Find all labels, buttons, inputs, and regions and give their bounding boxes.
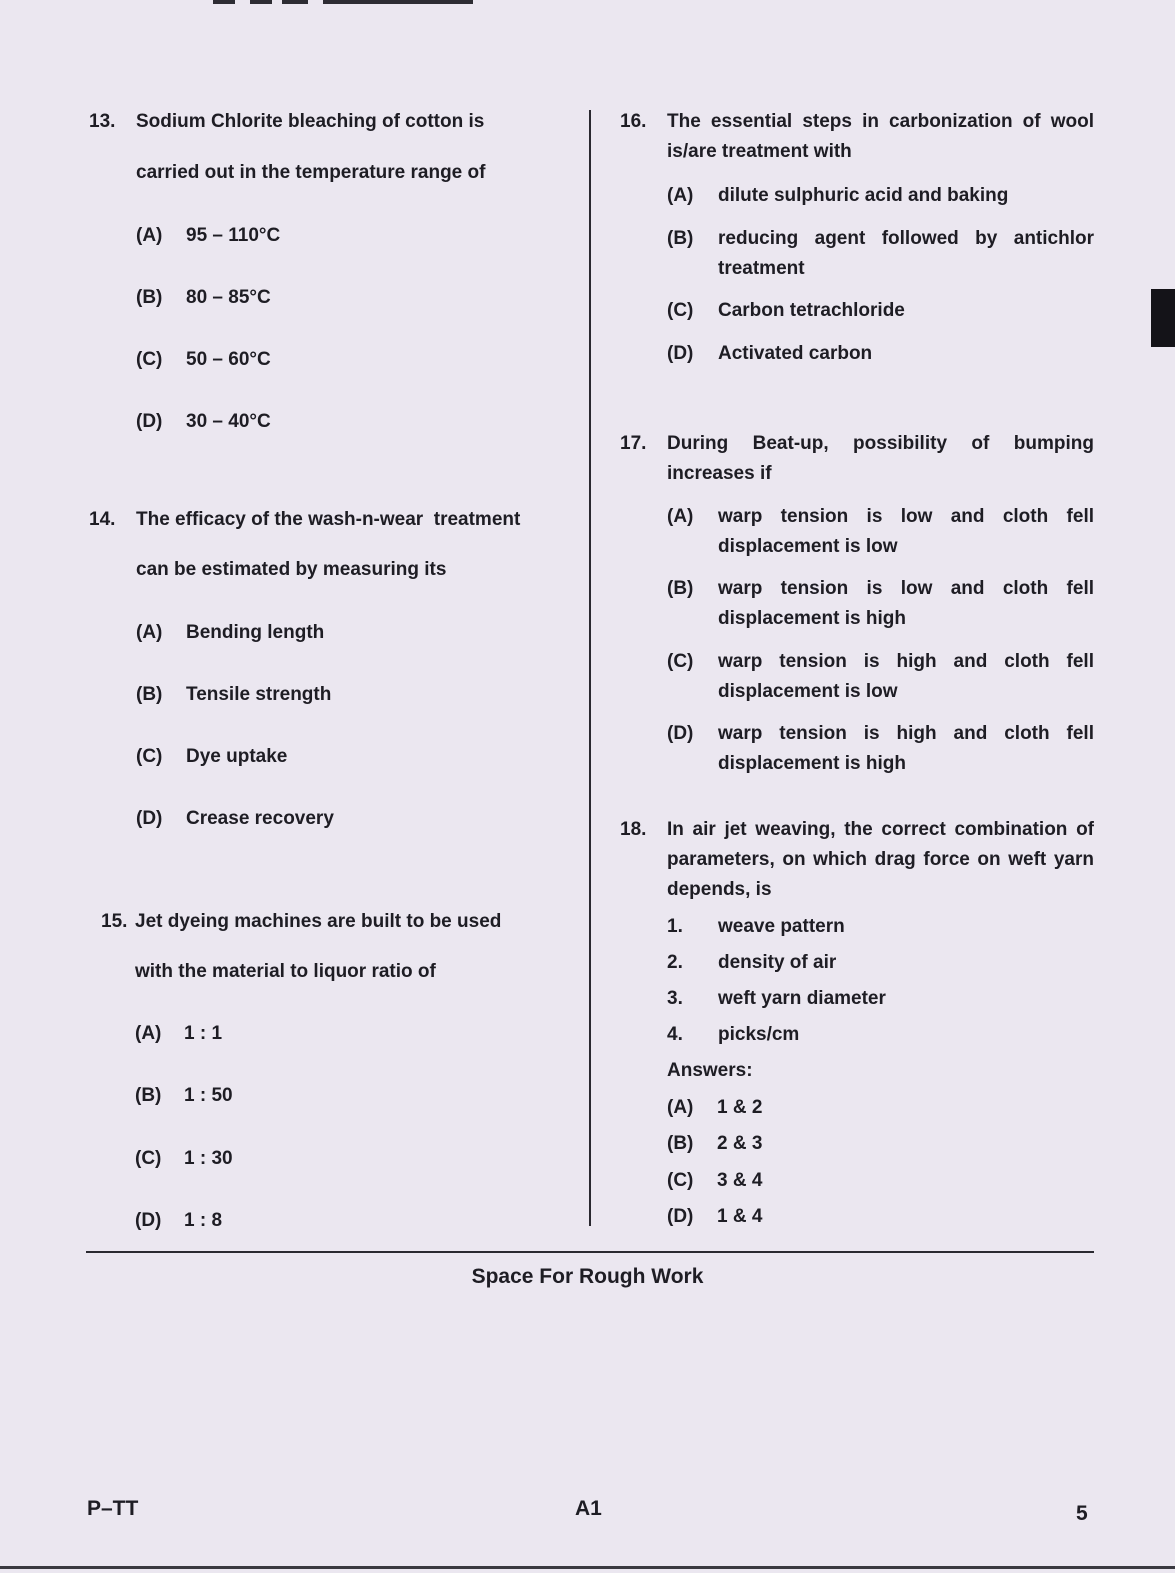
option-label: (C) [135, 1148, 162, 1169]
question-number: 14. [89, 509, 116, 530]
option-text: 1 : 50 [184, 1085, 233, 1106]
option-label: (C) [136, 746, 163, 767]
item-text: picks/cm [718, 1024, 800, 1045]
item-text: weave pattern [718, 916, 845, 937]
question-text: During Beat-up, possibility of bumping increases if [667, 433, 1094, 484]
option-text: Tensile strength [186, 684, 332, 705]
option-text: warp tension is low and cloth fell displacement is low [718, 506, 1094, 557]
option-label: (D) [136, 808, 163, 829]
question-text: with the material to liquor ratio of [135, 961, 436, 982]
item-number: 3. [667, 988, 683, 1009]
option-text: 1 : 8 [184, 1210, 223, 1231]
option-label: (C) [667, 1170, 694, 1191]
question-text: can be estimated by measuring its [136, 559, 447, 580]
option-text: Dye uptake [186, 746, 288, 767]
top-edge-mark [213, 0, 235, 4]
option-text: Activated carbon [718, 343, 873, 364]
option-label: (B) [136, 684, 163, 705]
item-text: weft yarn diameter [718, 988, 886, 1009]
question-text: Sodium Chlorite bleaching of cotton is [136, 111, 485, 132]
rough-work-divider [86, 1251, 1094, 1253]
question-number: 15. [101, 911, 128, 932]
option-text: 80 – 85°C [186, 287, 271, 308]
option-text: reducing agent followed by antichlor treatment [718, 228, 1094, 279]
option-text: Crease recovery [186, 808, 334, 829]
option-label: (C) [667, 300, 694, 321]
option-label: (A) [667, 506, 694, 527]
top-edge-mark [282, 0, 308, 4]
option-text: Carbon tetrachloride [718, 300, 905, 321]
option-label: (A) [135, 1023, 162, 1044]
question-text: The efficacy of the wash-n-wear treatment [136, 509, 521, 530]
option-label: (A) [136, 225, 163, 246]
item-text: density of air [718, 952, 837, 973]
option-text: warp tension is high and cloth fell displacement is high [718, 723, 1094, 774]
footer-code: P–TT [87, 1497, 139, 1520]
option-text: warp tension is low and cloth fell displacement is high [718, 578, 1094, 629]
option-label: (D) [136, 411, 163, 432]
option-label: (D) [667, 343, 694, 364]
rough-work-heading: Space For Rough Work [471, 1265, 704, 1288]
question-text: carried out in the temperature range of [136, 162, 486, 183]
option-text: 1 : 30 [184, 1148, 233, 1169]
item-number: 2. [667, 952, 683, 973]
option-label: (B) [667, 578, 694, 599]
option-text: warp tension is high and cloth fell displacement is low [718, 651, 1094, 702]
option-text: Bending length [186, 622, 325, 643]
question-number: 17. [620, 433, 647, 454]
bottom-edge [0, 1566, 1175, 1569]
footer-booklet: A1 [575, 1497, 602, 1520]
answers-label: Answers: [667, 1060, 753, 1081]
top-edge-mark [250, 0, 272, 4]
option-label: (D) [135, 1210, 162, 1231]
option-label: (B) [136, 287, 163, 308]
option-label: (B) [135, 1085, 162, 1106]
item-number: 4. [667, 1024, 683, 1045]
question-text: Jet dyeing machines are built to be used [135, 911, 502, 932]
option-label: (A) [667, 185, 694, 206]
option-text: dilute sulphuric acid and baking [718, 185, 1009, 206]
option-label: (D) [667, 1206, 694, 1227]
option-text: 3 & 4 [717, 1170, 763, 1191]
question-number: 18. [620, 819, 647, 840]
option-text: 50 – 60°C [186, 349, 271, 370]
page-edge-tab [1151, 289, 1175, 347]
item-number: 1. [667, 916, 683, 937]
option-label: (A) [136, 622, 163, 643]
top-edge-mark [323, 0, 473, 4]
option-text: 30 – 40°C [186, 411, 271, 432]
question-text: The essential steps in carbonization of wool is/are treatment with [667, 111, 1094, 162]
option-text: 95 – 110°C [186, 225, 281, 246]
question-number: 16. [620, 111, 647, 132]
option-label: (C) [667, 651, 694, 672]
question-number: 13. [89, 111, 116, 132]
option-text: 1 : 1 [184, 1023, 223, 1044]
option-label: (B) [667, 1133, 694, 1154]
option-label: (B) [667, 228, 694, 249]
option-label: (C) [136, 349, 163, 370]
option-label: (A) [667, 1097, 694, 1118]
option-text: 2 & 3 [717, 1133, 763, 1154]
column-divider [589, 110, 591, 1226]
option-text: 1 & 4 [717, 1206, 763, 1227]
option-text: 1 & 2 [717, 1097, 763, 1118]
page-number: 5 [1076, 1502, 1088, 1525]
option-label: (D) [667, 723, 694, 744]
question-text: In air jet weaving, the correct combination of parameters, on which drag force on weft yarn depends, is [667, 819, 1094, 900]
